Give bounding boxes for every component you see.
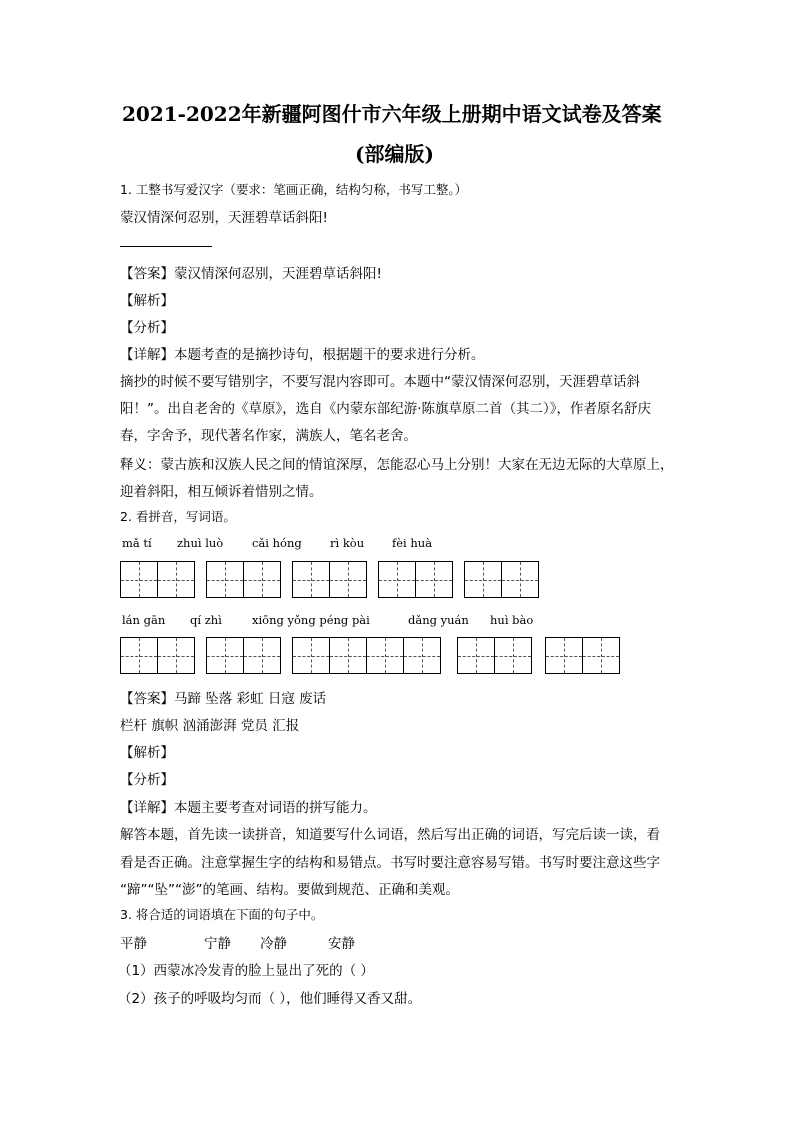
writing-grid-box [545, 637, 619, 674]
pinyin-label: xiōng yǒng péng pài [252, 613, 370, 627]
pinyin-label: qí zhì [190, 613, 222, 627]
q3-prompt: 3. 将合适的词语填在下面的句子中。 [120, 907, 324, 922]
pinyin-label: huì bào [490, 613, 534, 627]
q2-detail-2: 解答本题，首先读一读拼音，知道要写什么词语，然后写出正确的词语，写完后读一读，看 [120, 827, 660, 843]
q1-prompt: 1. 工整书写爱汉字（要求：笔画正确，结构匀称，书写工整。） [120, 182, 468, 197]
q2-jiexi: 【解析】 [120, 745, 174, 761]
q2-prompt: 2. 看拼音，写词语。 [120, 509, 236, 524]
q1-detail-4: 春，字舍予，现代著名作家，满族人，笔名老舍。 [120, 428, 417, 444]
q1-jiexi: 【解析】 [120, 293, 174, 309]
q2-answer-1: 【答案】马蹄 坠落 彩虹 日寇 废话 [120, 691, 327, 707]
pinyin-label: fèi huà [392, 536, 433, 550]
q1-detail-1: 【详解】本题考查的是摘抄诗句，根据题干的要求进行分析。 [120, 347, 485, 363]
q1-fenxi: 【分析】 [120, 320, 174, 336]
q3-item-2: （2）孩子的呼吸均匀而（ ），他们睡得又香又甜。 [118, 991, 422, 1007]
q1-detail-3: 阳！”。出自老舍的《草原》，选自《内蒙东部纪游·陈旗草原二首（其二）》，作者原名舒庆 [120, 401, 652, 417]
pinyin-label: mǎ tí [122, 536, 152, 550]
writing-grid-box [292, 561, 366, 598]
q2-detail-3: 看是否正确。注意掌握生字的结构和易错点。书写时要注意容易写错。书写时要注意这些字 [120, 855, 660, 871]
writing-grid-box [206, 561, 280, 598]
pinyin-label: rì kòu [330, 536, 365, 550]
q1-answer: 【答案】蒙汉情深何忍别，天涯碧草话斜阳! [120, 266, 382, 282]
q1-detail-6: 迎着斜阳，相互倾诉着惜别之情。 [120, 484, 323, 500]
writing-grid-box [206, 637, 280, 674]
q1-detail-2: 摘抄的时候不要写错别字，不要写混内容即可。本题中“蒙汉情深何忍别，天涯碧草话斜 [120, 374, 640, 390]
q3-option: 平静 [120, 936, 147, 952]
writing-grid-box [464, 561, 538, 598]
q2-detail-4: “蹄”“坠”“澎”的笔画、结构。要做到规范、正确和美观。 [120, 882, 459, 898]
q3-option: 冷静 [260, 936, 287, 952]
q1-answer-line [120, 246, 212, 247]
writing-grid-box [457, 637, 531, 674]
pinyin-label: lán gān [122, 613, 166, 627]
q1-detail-5: 释义：蒙古族和汉族人民之间的情谊深厚，怎能忍心马上分别！大家在无边无际的大草原上， [120, 457, 674, 473]
pinyin-label: cǎi hóng [252, 536, 302, 550]
q2-detail-1: 【详解】本题主要考查对词语的拼写能力。 [120, 800, 377, 816]
writing-grid-box [120, 561, 194, 598]
writing-grid-box [120, 637, 194, 674]
q3-item-1: （1）西蒙冰冷发青的脸上显出了死的（ ） [118, 963, 374, 979]
q3-option: 宁静 [204, 936, 231, 952]
q1-text: 蒙汉情深何忍别，天涯碧草话斜阳! [120, 210, 328, 226]
writing-grid-box [378, 561, 452, 598]
q3-option: 安静 [328, 936, 355, 952]
pinyin-label: zhuì luò [177, 536, 224, 550]
pinyin-label: dǎng yuán [408, 613, 469, 627]
q2-fenxi: 【分析】 [120, 772, 174, 788]
page-subtitle: (部编版) [355, 142, 434, 166]
writing-grid-box [292, 637, 440, 674]
q2-answer-2: 栏杆 旗帜 汹涌澎湃 党员 汇报 [120, 718, 300, 734]
page-title: 2021-2022年新疆阿图什市六年级上册期中语文试卷及答案 [122, 102, 662, 126]
